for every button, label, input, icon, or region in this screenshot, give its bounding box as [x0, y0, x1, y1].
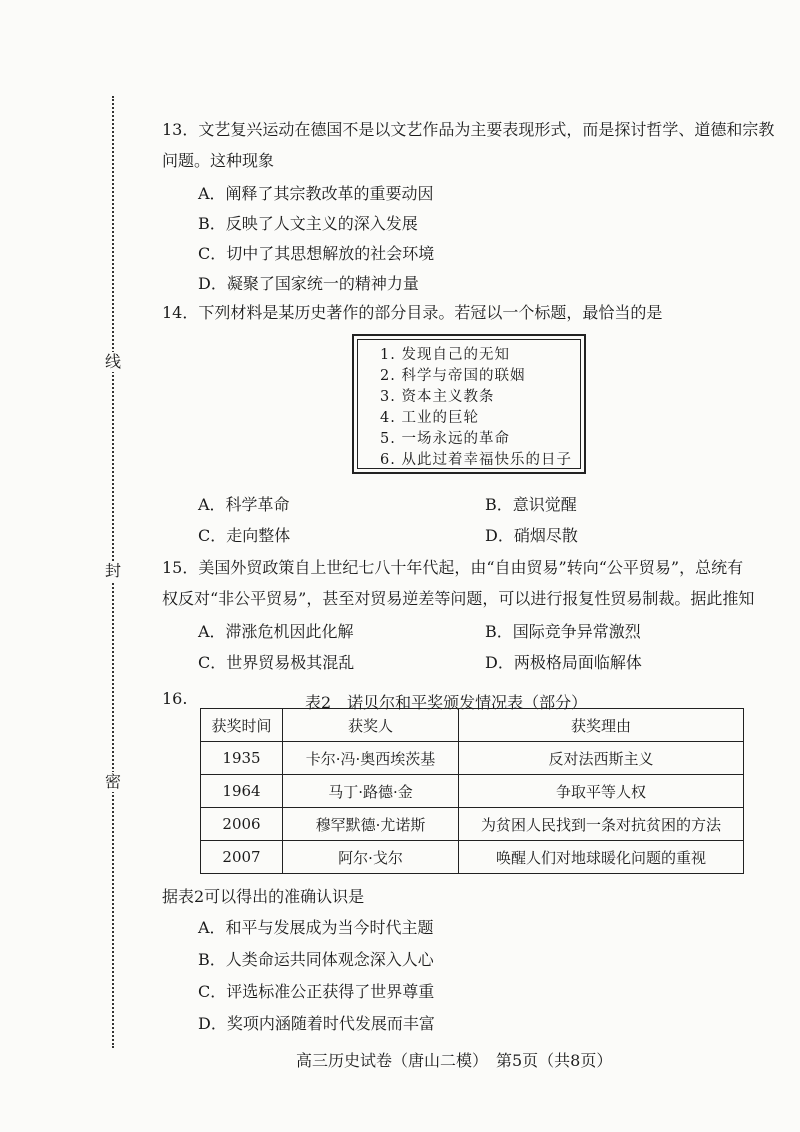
- toc-item: 3. 资本主义教条: [380, 389, 495, 405]
- q16-option-a[interactable]: A．和平与发展成为当今时代主题: [198, 918, 434, 937]
- q15-stem-line2: 权反对“非公平贸易”，甚至对贸易逆差等问题，可以进行报复性贸易制裁。据此推知: [162, 589, 755, 608]
- table-row: [201, 808, 744, 841]
- q14-option-c[interactable]: C．走向整体: [198, 526, 291, 545]
- q13-option-b[interactable]: B．反映了人文主义的深入发展: [198, 214, 418, 233]
- table-header-row: [201, 709, 744, 742]
- toc-item: 6. 从此过着幸福快乐的日子: [380, 452, 572, 468]
- q14-table-of-contents: [352, 334, 586, 474]
- q15-option-a[interactable]: A．滞涨危机因此化解: [198, 622, 354, 641]
- toc-item: 5. 一场永远的革命: [380, 431, 510, 447]
- table-cell-year: 2006: [201, 808, 283, 841]
- table-row: [201, 775, 744, 808]
- table-cell-year: 1935: [201, 742, 283, 775]
- binding-label-feng: 封: [104, 561, 121, 580]
- table-cell-laureate: 卡尔·冯·奥西埃茨基: [283, 742, 459, 775]
- q15-option-c[interactable]: C．世界贸易极其混乱: [198, 653, 355, 672]
- nobel-peace-prize-table: [200, 708, 744, 874]
- page-footer: 高三历史试卷（唐山二模） 第5页（共8页）: [296, 1051, 613, 1070]
- table-header: 获奖理由: [459, 709, 744, 742]
- toc-item: 2. 科学与帝国的联姻: [380, 368, 526, 384]
- table-cell-year: 1964: [201, 775, 283, 808]
- table-header: 获奖人: [283, 709, 459, 742]
- q14-option-d[interactable]: D．硝烟尽散: [485, 526, 578, 545]
- q13-stem-line1: 13．文艺复兴运动在德国不是以文艺作品为主要表现形式，而是探讨哲学、道德和宗教: [162, 120, 775, 139]
- table-cell-reason: 为贫困人民找到一条对抗贫困的方法: [459, 808, 744, 841]
- table-cell-year: 2007: [201, 841, 283, 874]
- q13-stem-line2: 问题。这种现象: [162, 151, 275, 170]
- table-cell-reason: 反对法西斯主义: [459, 742, 744, 775]
- toc-item: 4. 工业的巨轮: [380, 410, 479, 426]
- q15-stem-line1: 15．美国外贸政策自上世纪七八十年代起，由“自由贸易”转向“公平贸易”，总统有: [162, 558, 744, 577]
- q15-option-d[interactable]: D．两极格局面临解体: [485, 653, 642, 672]
- q16-option-c[interactable]: C．评选标准公正获得了世界尊重: [198, 982, 435, 1001]
- q15-option-b[interactable]: B．国际竞争异常激烈: [485, 622, 641, 641]
- table-cell-reason: 争取平等人权: [459, 775, 744, 808]
- q13-option-c[interactable]: C．切中了其思想解放的社会环境: [198, 244, 435, 263]
- table-cell-laureate: 马丁·路德·金: [283, 775, 459, 808]
- binding-label-xian: 线: [104, 352, 121, 371]
- q16-number: 16.: [162, 689, 188, 708]
- q16-table-caption: 表2 诺贝尔和平奖颁发情况表（部分）: [305, 693, 588, 712]
- table-row: [201, 841, 744, 874]
- table-cell-laureate: 穆罕默德·尤诺斯: [283, 808, 459, 841]
- q14-option-b[interactable]: B．意识觉醒: [485, 495, 577, 514]
- table-cell-laureate: 阿尔·戈尔: [283, 841, 459, 874]
- q13-option-d[interactable]: D．凝聚了国家统一的精神力量: [198, 274, 419, 293]
- table-cell-reason: 唤醒人们对地球暖化问题的重视: [459, 841, 744, 874]
- q13-option-a[interactable]: A．阐释了其宗教改革的重要动因: [198, 184, 434, 203]
- q16-option-b[interactable]: B．人类命运共同体观念深入人心: [198, 950, 434, 969]
- q16-stem: 据表2可以得出的准确认识是: [162, 887, 365, 906]
- table-header: 获奖时间: [201, 709, 283, 742]
- toc-item: 1. 发现自己的无知: [380, 347, 510, 363]
- q16-option-d[interactable]: D．奖项内涵随着时代发展而丰富: [198, 1014, 435, 1033]
- q14-stem: 14．下列材料是某历史著作的部分目录。若冠以一个标题，最恰当的是: [162, 303, 663, 322]
- q14-option-a[interactable]: A．科学革命: [198, 495, 290, 514]
- binding-label-mi: 密: [104, 772, 121, 791]
- table-row: [201, 742, 744, 775]
